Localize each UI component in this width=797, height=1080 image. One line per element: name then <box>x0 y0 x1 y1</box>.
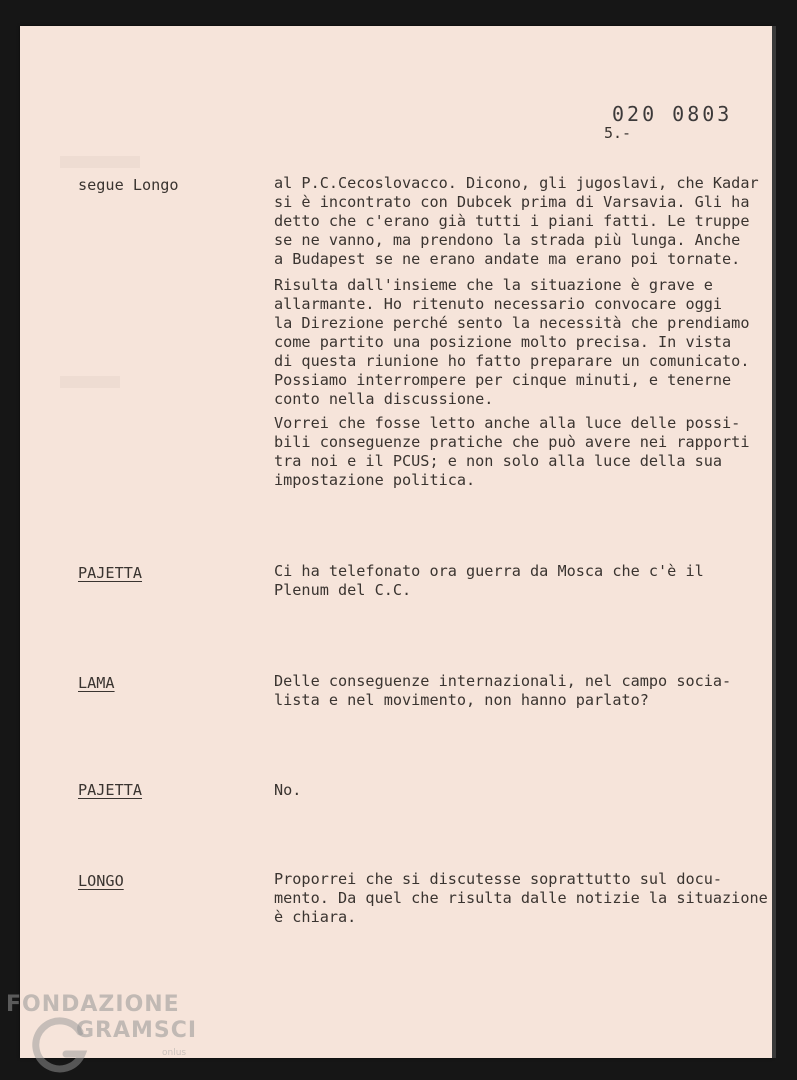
paragraph <box>274 781 784 800</box>
text-line: Proporrei che si discutesse soprattutto sul docu- <box>274 870 723 888</box>
text-line: a Budapest se ne erano andate ma erano poi tornate. <box>274 250 741 268</box>
text-line: Possiamo interrompere per cinque minuti, e tenerne <box>274 371 732 389</box>
text-line: mento. Da quel che risulta dalle notizie la situazione <box>274 889 768 907</box>
text-line: lista e nel movimento, non hanno parlato? <box>274 691 649 709</box>
text-line: Ci ha telefonato ora guerra da Mosca che c'è il <box>274 562 704 580</box>
speaker-label: PAJETTA <box>78 564 143 582</box>
fondazione-gramsci-watermark <box>4 992 204 1072</box>
text-line: allarmante. Ho ritenuto necessario convocare oggi <box>274 295 723 313</box>
text-line: si è incontrato con Dubcek prima di Varsavia. Gli ha <box>274 193 750 211</box>
text-line: Plenum del C.C. <box>274 581 412 599</box>
paragraph <box>274 870 784 927</box>
page-edge-shadow <box>772 26 776 1058</box>
page-number: 5.- <box>604 124 632 142</box>
watermark-sub: onlus <box>162 1048 187 1058</box>
text-line: conto nella discussione. <box>274 390 494 408</box>
text-line: bili conseguenze pratiche che può avere nei rapporti <box>274 433 750 451</box>
text-line: come partito una posizione molto precisa. In vista <box>274 333 732 351</box>
text-line: al P.C.Cecoslovacco. Dicono, gli jugoslavi, che Kadar <box>274 174 759 192</box>
text-line: Vorrei che fosse letto anche alla luce delle possi- <box>274 414 741 432</box>
text-line: se ne vanno, ma prendono la strada più lunga. Anche <box>274 231 741 249</box>
watermark-line2: GRAMSCI <box>76 1018 198 1043</box>
text-line: la Direzione perché sento la necessità che prendiamo <box>274 314 750 332</box>
watermark-line1: FONDAZIONE <box>6 992 180 1017</box>
bleed-through-mark <box>60 376 120 388</box>
text-line: è chiara. <box>274 908 357 926</box>
text-line: impostazione politica. <box>274 471 476 489</box>
text-line: di questa riunione ho fatto preparare un comunicato. <box>274 352 750 370</box>
text-line: Risulta dall'insieme che la situazione è grave e <box>274 276 713 294</box>
document-page <box>20 26 772 1058</box>
text-line: tra noi e il PCUS; e non solo alla luce della sua <box>274 452 723 470</box>
archive-number: 020 0803 <box>612 102 733 126</box>
speaker-label: segue Longo <box>78 176 179 194</box>
paragraph <box>274 414 784 490</box>
speaker-label: LAMA <box>78 674 115 692</box>
speaker-label: LONGO <box>78 872 124 890</box>
text-line: Delle conseguenze internazionali, nel campo socia- <box>274 672 732 690</box>
text-line: No. <box>274 781 302 799</box>
bleed-through-mark <box>60 156 140 168</box>
paragraph <box>274 672 784 710</box>
paragraph <box>274 174 784 269</box>
text-line: detto che c'erano già tutti i piani fatti. Le truppe <box>274 212 750 230</box>
paragraph <box>274 276 784 409</box>
speaker-label: PAJETTA <box>78 781 143 799</box>
paragraph <box>274 562 784 600</box>
